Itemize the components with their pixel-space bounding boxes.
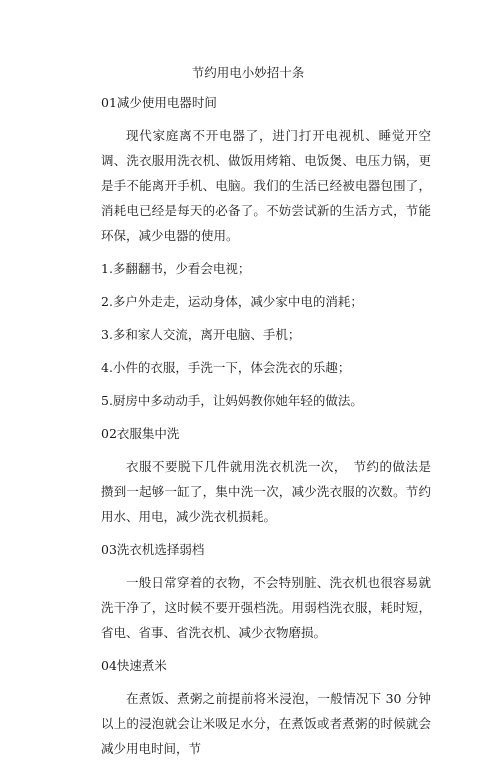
section-paragraph: 现代家庭离不开电器了，进门打开电视机、睡觉开空调、洗衣服用洗衣机、做饭用烤箱、电饭煲、电压力锅，更是手不能离开手机、电脑。我们的生活已经被电器包围了，消耗电已经是每天的必备了。不妨尝试新的生活方式，节能环保，减少电器的使用。 [101, 128, 431, 243]
list-item: 4.小件的衣服，手洗一下，体会洗衣的乐趣； [101, 360, 351, 375]
section-paragraph: 一般日常穿着的衣物，不会特别脏、洗衣机也很容易就洗干净了，这时候不要开强档洗。用弱档洗衣服，耗时短，省电、省事、省洗衣机、减少衣物磨损。 [101, 575, 431, 640]
section-heading: 03洗衣机选择弱档 [101, 542, 205, 557]
list-item: 1.多翻翻书，少看会电视； [101, 261, 251, 276]
list-item: 2.多户外走走，运动身体，减少家中电的消耗； [101, 294, 363, 309]
section-heading: 04快速煮米 [101, 658, 167, 673]
list-item: 5.厨房中多动动手，让妈妈教你她年轻的做法。 [101, 393, 363, 408]
section-paragraph: 衣服不要脱下几件就用洗衣机洗一次， 节约的做法是攒到一起够一缸了，集中洗一次，减少洗衣服的次数。节约用水、用电，减少洗衣机损耗。 [101, 459, 431, 524]
section-heading: 01减少使用电器时间 [101, 95, 217, 110]
section-heading: 02衣服集中洗 [101, 426, 180, 441]
section-paragraph: 在煮饭、煮粥之前提前将米浸泡，一般情况下 30 分钟以上的浸泡就会让米吸足水分，在煮饭或者煮粥的时候就会减少用电时间，节 [101, 691, 431, 756]
list-item: 3.多和家人交流，离开电脑、手机； [101, 327, 301, 342]
document-body [101, 90, 431, 769]
document-title: 节约用电小妙招十条 [191, 65, 305, 80]
